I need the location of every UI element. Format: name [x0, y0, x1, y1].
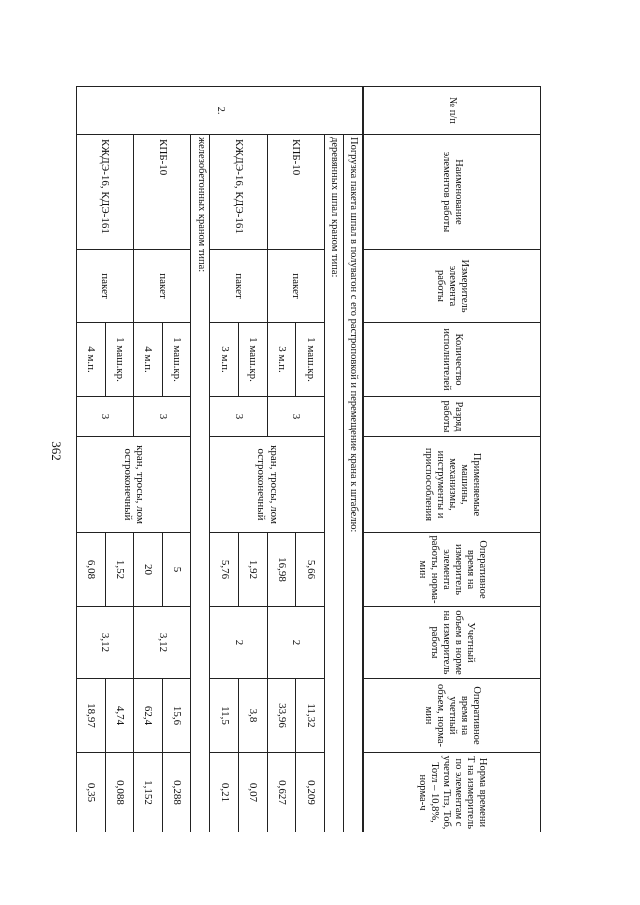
row-op-time: 6,08: [77, 533, 106, 607]
row-meter: пакет: [210, 250, 267, 323]
row-meter: пакет: [77, 250, 134, 323]
row-op-time-volume: 11,32: [296, 679, 325, 753]
row-op-time: 1,92: [239, 533, 268, 607]
row-op-time-volume: 15,6: [162, 679, 191, 753]
row-machines: кран, тросы, лом остроконечный: [210, 437, 325, 533]
row-op-time: 20: [134, 533, 163, 607]
row-workers-machinist: 1 маш.кр.: [105, 323, 134, 397]
row-workers-track: 3 м.п.: [267, 323, 296, 397]
row-meter: пакет: [267, 250, 324, 323]
row-machines: кран, тросы, лом остроконечный: [77, 437, 192, 533]
row-grade: 3: [210, 397, 267, 437]
row-volume: 2: [210, 607, 267, 679]
header-grade: Разряд работы: [363, 397, 541, 437]
row-number: 2.: [77, 87, 364, 135]
header-meter: Измеритель элемента работы: [363, 250, 541, 323]
row-norm: 0,07: [239, 753, 268, 833]
row-norm: 0,288: [162, 753, 191, 833]
row-volume: 2: [267, 607, 324, 679]
group-title: деревянных шпал краном типа:: [325, 135, 344, 833]
row-grade: 3: [134, 397, 191, 437]
header-op-time: Оперативное время на измеритель элемента работы, норма-мин: [363, 533, 541, 607]
row-workers-track: 3 м.п.: [210, 323, 239, 397]
row-grade: 3: [77, 397, 134, 437]
row-op-time-volume: 18,97: [77, 679, 106, 753]
row-workers-track: 4 м.п.: [134, 323, 163, 397]
row-op-time: 5: [162, 533, 191, 607]
header-machines: Применяемые машины, механизмы, инструменты и приспособления: [363, 437, 541, 533]
row-name: КПБ-10: [134, 135, 191, 250]
header-op-time-volume: Оперативное время на учетный объем, норма-мин: [363, 679, 541, 753]
row-norm: 0,209: [296, 753, 325, 833]
row-norm: 0,35: [77, 753, 106, 833]
row-norm: 0,088: [105, 753, 134, 833]
page-number: 362: [48, 441, 64, 461]
row-op-time-volume: 33,96: [267, 679, 296, 753]
row-meter: пакет: [134, 250, 191, 323]
row-workers-track: 4 м.п.: [77, 323, 106, 397]
header-num: № п/п: [363, 87, 541, 135]
row-workers-machinist: 1 маш.кр.: [162, 323, 191, 397]
row-op-time: 5,66: [296, 533, 325, 607]
group-title: железобетонных краном типа:: [191, 135, 210, 833]
row-name: КПБ-10: [267, 135, 324, 250]
row-op-time: 16,98: [267, 533, 296, 607]
row-op-time-volume: 62,4: [134, 679, 163, 753]
row-workers-machinist: 1 маш.кр.: [239, 323, 268, 397]
row-op-time: 5,76: [210, 533, 239, 607]
row-name: КЖДЭ-16, КДЭ-161: [77, 135, 134, 250]
row-name: КЖДЭ-16, КДЭ-161: [210, 135, 267, 250]
row-op-time-volume: 3,8: [239, 679, 268, 753]
header-name: Наименование элементов работы: [363, 135, 541, 250]
section-title: Погрузка пакета шпал в полувагон с его растроповкой и перемещение крана к штабелю:: [344, 135, 364, 833]
header-norm: Норма времени Т на измеритель по элементам с учетом Тпз, Тоб, Тотл – 10,8%, норма-ч: [363, 753, 541, 833]
row-op-time-volume: 4,74: [105, 679, 134, 753]
header-volume: Учетный объем в норме на измеритель работы: [363, 607, 541, 679]
row-norm: 0,627: [267, 753, 296, 833]
header-workers: Количество исполнителей: [363, 323, 541, 397]
row-volume: 3,12: [77, 607, 134, 679]
row-op-time-volume: 11,5: [210, 679, 239, 753]
row-norm: 1,152: [134, 753, 163, 833]
table-viewport: [76, 86, 541, 832]
row-volume: 3,12: [134, 607, 191, 679]
norms-table: [76, 86, 541, 832]
row-grade: 3: [267, 397, 324, 437]
row-workers-machinist: 1 маш.кр.: [296, 323, 325, 397]
row-norm: 0,21: [210, 753, 239, 833]
row-op-time: 1,52: [105, 533, 134, 607]
